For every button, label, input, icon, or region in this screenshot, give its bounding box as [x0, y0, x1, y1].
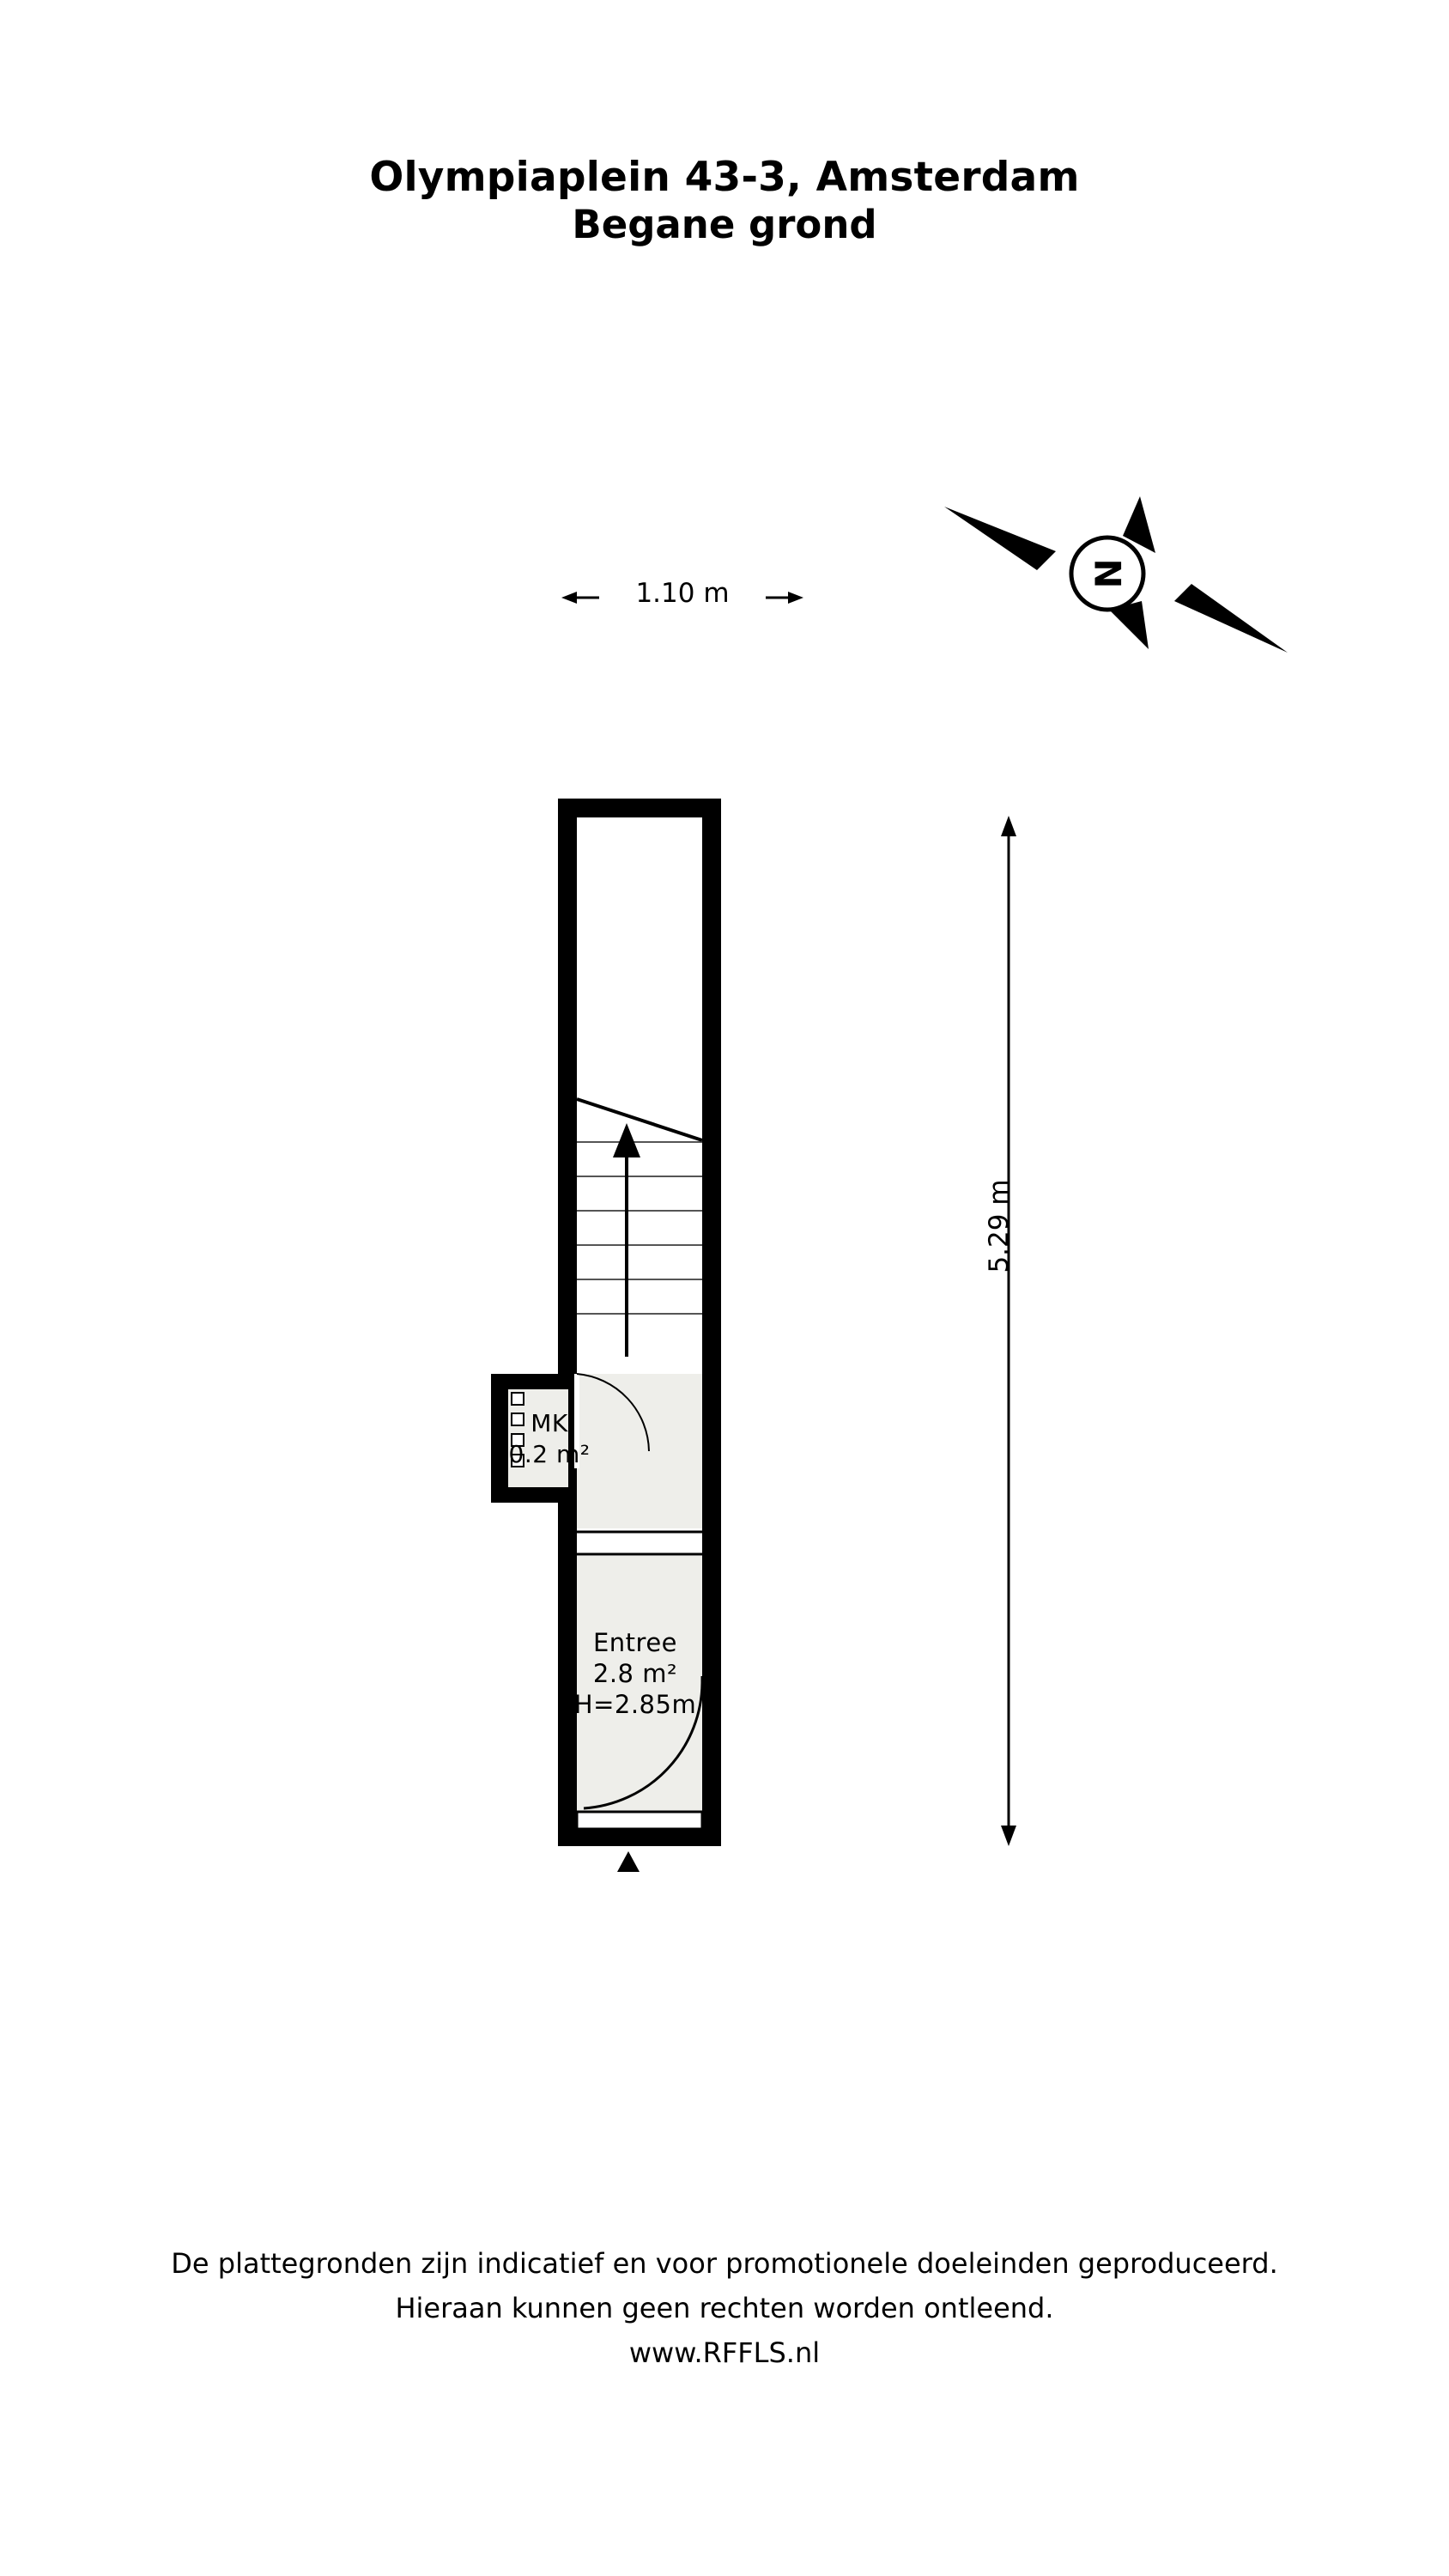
- entree-area: 2.8 m²: [592, 1659, 678, 1688]
- dimension-height: [961, 816, 1056, 1273]
- footer-disclaimer: [0, 2241, 1449, 2375]
- entree-height: H=2.85m: [573, 1690, 697, 1719]
- compass-north-icon: [944, 481, 1288, 670]
- footer-line-1: De plattegronden zijn indicatief en voor promotionele doeleinden geproduceerd.: [171, 2247, 1278, 2280]
- room-label-entree: [524, 1627, 747, 1720]
- mk-area: 0.2 m²: [508, 1440, 591, 1468]
- room-label-mk: [481, 1408, 618, 1470]
- footer-website[interactable]: www.RFFLS.nl: [628, 2336, 821, 2369]
- front-door: [577, 1812, 702, 1829]
- page-title: [0, 155, 1449, 249]
- floor-plan: [446, 773, 807, 1065]
- dimension-width: [558, 575, 807, 620]
- dimension-width-label: 1.10 m: [635, 578, 730, 609]
- floor-plan-svg: [446, 773, 807, 1906]
- title-address: Olympiaplein 43-3, Amsterdam: [369, 154, 1080, 201]
- dimension-height-label: 5.29 m: [984, 1179, 1015, 1273]
- entrance-marker-icon: [617, 1851, 640, 1872]
- title-floor: Begane grond: [572, 202, 877, 248]
- compass-label: N: [1086, 558, 1129, 589]
- mk-name: MK: [530, 1409, 568, 1437]
- footer-line-2: Hieraan kunnen geen rechten worden ontleend.: [395, 2292, 1054, 2324]
- stair-area: [577, 817, 702, 1367]
- entree-name: Entree: [592, 1628, 678, 1657]
